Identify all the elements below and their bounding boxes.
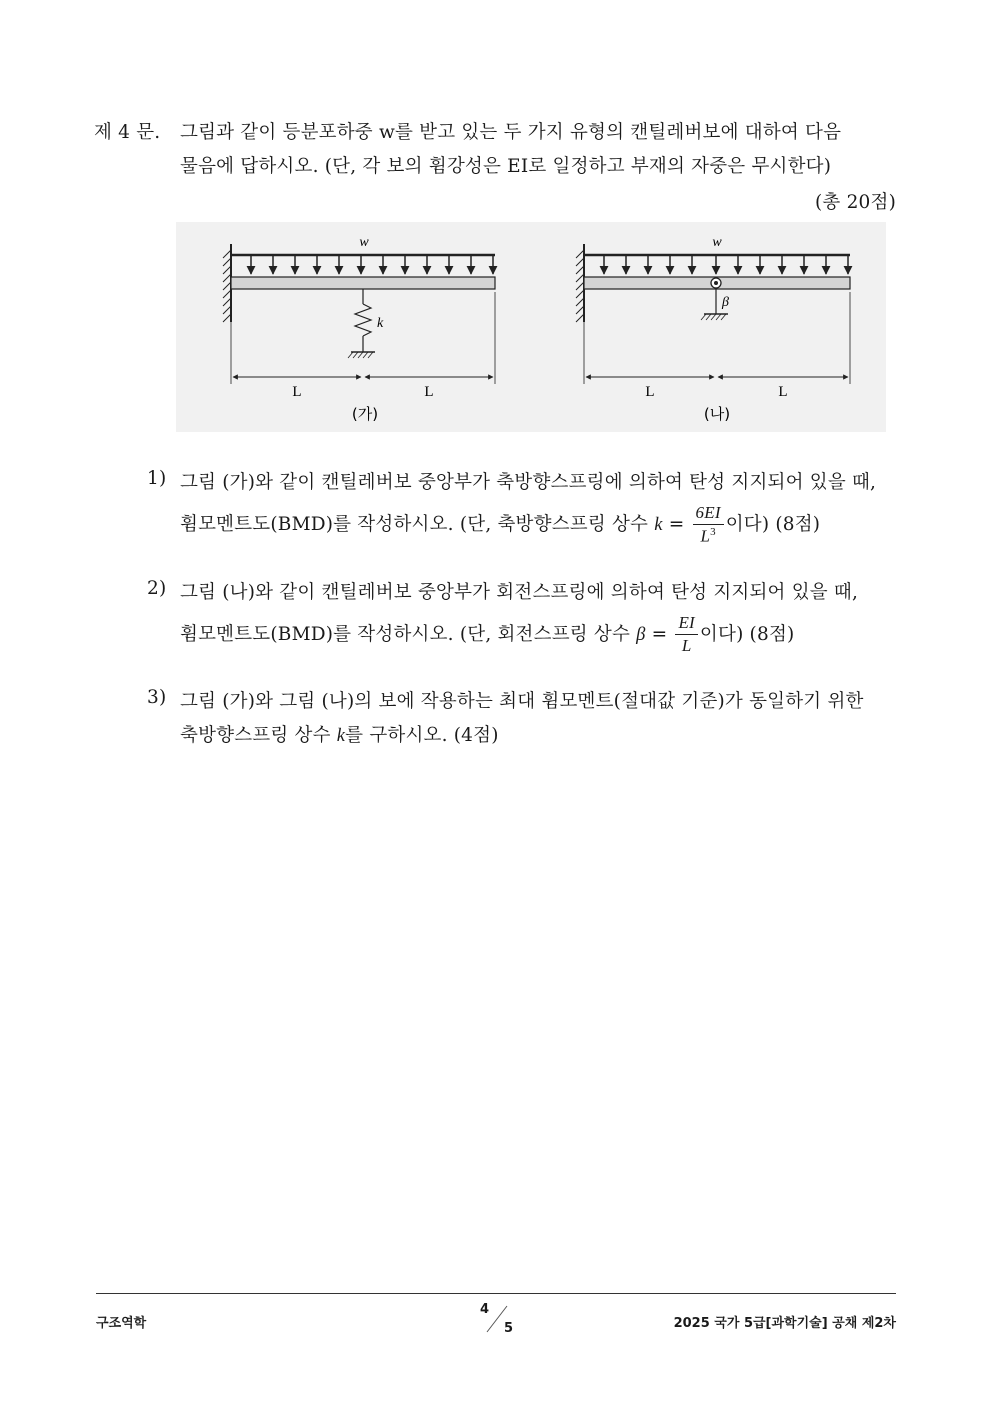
subq1-fraction: [693, 503, 724, 547]
subq1-denominator: [693, 525, 724, 547]
subq1-var: k: [654, 515, 663, 536]
caption-right: (나): [703, 405, 731, 423]
subq3-number: 3): [147, 687, 167, 708]
subq1-line2-pre: 휨모멘트도(BMD)를 작성하시오. (단, 축방향스프링 상수: [180, 514, 649, 536]
span-label-right-2: L: [778, 384, 788, 400]
question-text-line1: [180, 118, 841, 144]
subq3-line1: 그림 (가)와 그림 (나)의 보에 작용하는 최대 휨모멘트(절대값 기준)가 동일하기 위한: [180, 691, 864, 712]
beam-figure: [176, 222, 886, 432]
span-label-left-2: L: [424, 384, 434, 400]
question-line1: 그림과 같이 등분포하중 w를 받고 있는 두 가지 유형의 캔틸레버보에 대하여 다음: [180, 122, 842, 143]
subq2-line2-pre: 휨모멘트도(BMD)를 작성하시오. (단, 회전스프링 상수: [180, 623, 631, 645]
subq3-line2-pre: 축방향스프링 상수: [180, 725, 331, 746]
subq3-line2-post: 를 구하시오. (4점): [345, 725, 499, 746]
subq1-eq: =: [668, 514, 685, 536]
span-label-right-1: L: [645, 384, 655, 400]
footer-subject: 구조역학: [96, 1316, 147, 1331]
question-label: 제 4 문.: [94, 122, 161, 143]
question-points: (총 20점): [815, 192, 896, 213]
footer-page-total: 5: [504, 1321, 514, 1336]
subq1-line1: 그림 (가)와 같이 캔틸레버보 중앙부가 축방향스프링에 의하여 탄성 지지되어 있을 때,: [180, 472, 877, 493]
load-label-right: w: [712, 235, 722, 250]
subq2-numerator: EI: [675, 613, 697, 635]
subq2-line2: [180, 613, 794, 657]
spring-label-beta: β: [722, 295, 729, 310]
subq2-denominator: L: [681, 636, 692, 656]
caption-left: (가): [351, 405, 379, 423]
subq1-line2-post: 이다) (8점): [725, 514, 821, 536]
subq2-var: β: [636, 624, 646, 645]
question-line2: 물음에 답하시오. (단, 각 보의 휨강성은 EI로 일정하고 부재의 자중은 무시한다): [180, 156, 832, 177]
footer-page-current: 4: [480, 1302, 490, 1317]
subq1-numerator: 6EI: [693, 503, 724, 525]
subq1-den-sup: 3: [710, 526, 716, 539]
beam-left: [231, 277, 495, 289]
subq2-line1: 그림 (나)와 같이 캔틸레버보 중앙부가 회전스프링에 의하여 탄성 지지되어 있을 때,: [180, 582, 859, 603]
subq3-var: k: [336, 726, 346, 746]
footer-exam: 2025 국가 5급[과학기술] 공채 제2차: [673, 1316, 896, 1331]
subq3-line2: [180, 721, 499, 747]
subq2-number: 2): [147, 578, 167, 599]
subq1-number: 1): [147, 468, 167, 489]
figure-background: [176, 222, 886, 432]
spring-label-k: k: [377, 316, 384, 331]
subq2-fraction: [675, 613, 697, 657]
subq2-eq: =: [651, 623, 668, 645]
footer-divider: [96, 1293, 896, 1294]
subq2-line2-post: 이다) (8점): [699, 623, 795, 645]
span-label-left-1: L: [292, 384, 302, 400]
subq1-den-base: L: [700, 527, 711, 547]
subq1-line2: [180, 503, 820, 547]
load-label-left: w: [359, 235, 369, 250]
